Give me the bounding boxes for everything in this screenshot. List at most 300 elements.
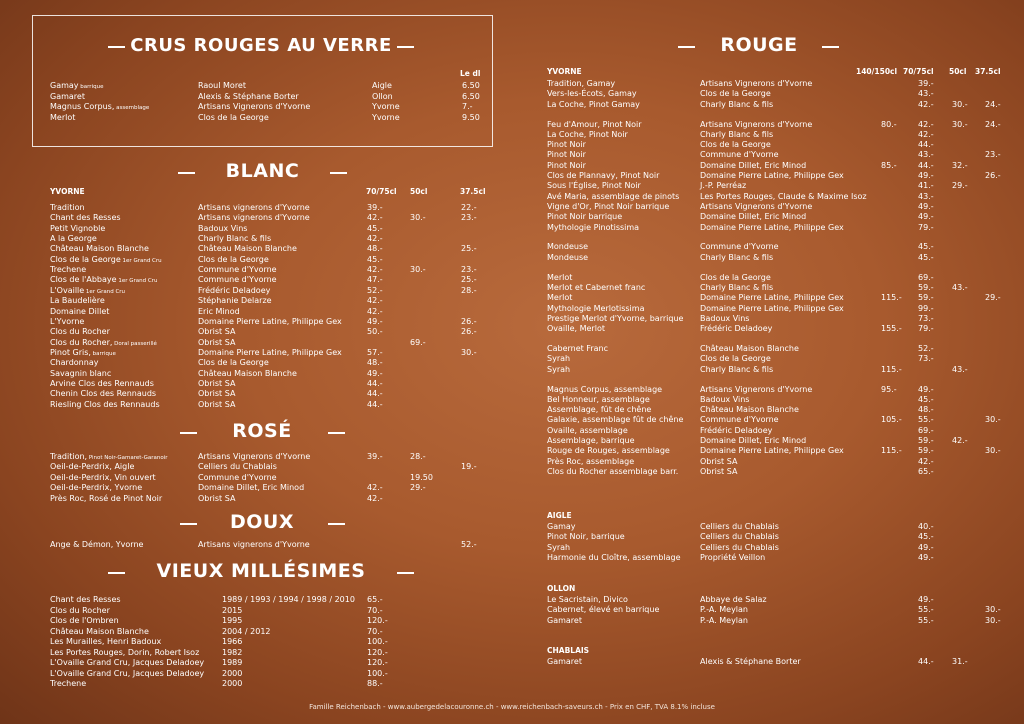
producer: Charly Blanc & fils [700,364,774,374]
price-75cl: 59.- [918,446,934,456]
producer: Artisans vignerons d'Yvorne [198,213,310,223]
wine-name: Mythologie Merlotissima [547,303,645,313]
producer: Obrist SA [198,337,236,347]
wine-name: Mythologie Pinotissima [547,222,640,232]
wine-name [50,81,103,92]
wine-name: Rouge de Rouges, assemblage [547,446,670,456]
price: 100.- [367,668,388,678]
producer: Obrist SA [198,378,236,388]
price-50cl: 29.- [952,181,968,191]
wine-name [50,102,149,113]
wine-name: Galaxie, assemblage fût de chêne [547,415,684,425]
price-50cl: 43.- [952,364,968,374]
price-70cl: 42.- [367,234,383,244]
price-75cl: 49.- [918,552,934,562]
price-150cl: 95.- [881,384,897,394]
doux-title: DOUX [229,511,294,533]
price-50cl: 19.50 [410,472,433,482]
price-150cl: 155.- [881,324,902,334]
price-37cl: 30.- [985,415,1001,425]
wine-name [50,348,116,359]
price-75cl: 43.- [918,150,934,160]
wine-name-text: Magnus Corpus, [50,102,115,111]
vintage: 2000 [222,668,243,678]
vintage: 1995 [222,616,243,625]
wine-name-text: Tradition, [50,452,88,461]
price-75cl: 69.- [918,272,934,282]
wine-name [50,224,105,234]
wine-name [50,234,97,244]
wine-name-text: Clos de la George [50,254,121,264]
price-37cl: 28.- [461,285,477,295]
blanc-col-3: 37.5cl [460,187,486,196]
wine-name: Feu d'Amour, Pinot Noir [547,119,642,129]
producer: Frédéric Deladoey [198,285,271,295]
wine-name: Clos du Rocher assemblage barr. [547,466,679,476]
price-75cl: 45.- [918,532,934,542]
wine-name [50,296,105,306]
price-75cl: 44.- [918,160,934,170]
producer: Obrist SA [700,466,738,476]
title-dash [108,46,125,48]
producer: Les Portes Rouges, Claude & Maxime Isoz [700,191,867,201]
wine-name [50,92,85,102]
wine-name-text: Chenin Clos des Rennauds [50,389,157,399]
wine-name-text: L'Ovaille [50,285,85,295]
wine-name-text: Clos du Rocher, [50,337,113,347]
producer: Abbaye de Salaz [700,595,767,604]
price-75cl: 41.- [918,181,934,191]
producer: Charly Blanc & fils [198,234,272,244]
price-50cl: 29.- [410,483,426,493]
crus-title: CRUS ROUGES AU VERRE [130,35,392,56]
price-150cl: 115.- [881,293,902,303]
price-70cl: 42.- [367,483,383,493]
price-37cl: 23.- [461,265,477,275]
wine-name: Les Portes Rouges, Dorin, Robert Isoz [50,647,200,657]
wine-name: Les Murailles, Henri Badoux [50,637,162,646]
producer: Domaine Pierre Latine, Philippe Gex [198,347,342,357]
wine-name-text: Pinot Gris, [50,347,91,357]
rouge-title: ROUGE [720,34,798,56]
price-70cl: 48.- [367,244,383,254]
price-75cl: 73.- [918,354,934,364]
producer: Alexis & Stéphane Borter [700,657,801,666]
price-70cl: 45.- [367,223,383,233]
producer: Clos de la George [198,254,269,264]
price-70cl: 44.- [367,378,383,388]
wine-name: Harmonie du Cloître, assemblage [547,552,681,562]
vintage: 1989 / 1993 / 1994 / 1998 / 2010 [222,595,355,604]
price-75cl: 55.- [918,605,934,615]
price-37cl: 30.- [985,446,1001,456]
price-50cl: 28.- [410,452,426,461]
wine-name: Syrah [547,364,571,374]
wine-name: Mondeuse [547,252,589,262]
wine-name: La Coche, Pinot Gamay [547,99,640,109]
wine-name-text: Chardonnay [50,358,99,368]
wine-name: L'Ovaille Grand Cru, Jacques Deladoey [50,658,205,667]
price-37cl: 26.- [985,171,1001,180]
rouge-col-2: 50cl [949,67,967,76]
vintage: 1982 [222,647,243,657]
producer: Celliers du Chablais [700,542,779,552]
price-70cl: 42.- [367,493,383,503]
wine-name-note: 1er Grand Cru [120,257,162,264]
wine-name-text: Château Maison Blanche [50,244,149,254]
producer: Château Maison Blanche [700,405,799,415]
title-dash [397,46,414,48]
price-50cl: 32.- [952,160,968,170]
wine-name: Ovaille, Merlot [547,324,605,334]
title-dash [678,46,695,48]
price-50cl: 30.- [410,265,426,275]
producer: Domaine Pierre Latine, Philippe Gex [700,171,844,180]
price-75cl: 69.- [918,425,934,435]
price-70cl: 44.- [367,399,383,409]
wine-name: Pinot Noir [547,150,586,160]
price-75cl: 39.- [918,79,934,88]
producer: Commune d'Yvorne [700,150,779,160]
producer: Commune d'Yvorne [700,242,779,252]
wine-name: Gamaret [547,657,582,666]
wine-name-note: 1er Grand Cru [116,278,158,285]
rouge-region-aigle: AIGLE [547,511,572,520]
price-50cl: 31.- [952,657,968,666]
wine-name [50,307,109,317]
title-dash [180,432,197,434]
producer: Château Maison Blanche [198,244,297,254]
price-75cl: 45.- [918,252,934,262]
wine-name: Pinot Noir barrique [547,212,623,222]
price-75cl: 49.- [918,201,934,211]
price-37cl: 30.- [985,615,1001,625]
price-37cl: 26.- [461,316,477,326]
producer: Commune d'Yvorne [198,275,277,285]
wine-name [50,540,143,550]
wine-name: Près Roc, assemblage [547,456,635,466]
price-70cl: 42.- [367,296,383,306]
price-70cl: 42.- [367,265,383,275]
producer: Domaine Dillet, Eric Minod [700,212,807,222]
wine-name: Ovaille, assemblage [547,425,628,435]
wine-name: Château Maison Blanche [50,626,149,636]
wine-name-note: Doral passerillé [112,340,157,347]
producer: Eric Minod [198,306,240,316]
rouge-region-yvorne: YVORNE [547,67,582,76]
producer: Château Maison Blanche [198,368,297,378]
wine-name: Pinot Noir [547,140,586,150]
wine-name [50,400,160,410]
wine-name-text: Gamay [50,81,79,90]
price-37cl: 24.- [985,119,1001,129]
wine-name [50,452,168,463]
producer: Badoux Vins [198,223,248,233]
wine-name-text: Petit Vignoble [50,223,106,233]
producer: Domaine Pierre Latine, Philippe Gex [198,316,342,326]
producer: Domaine Dillet, Eric Minod [700,160,807,170]
price-75cl: 40.- [918,522,934,531]
producer: Clos de la George [198,112,269,122]
price-75cl: 48.- [918,405,934,415]
price-75cl: 45.- [918,394,934,404]
wine-name: Vers-les-Écots, Gamay [547,89,637,99]
producer: Charly Blanc & fils [700,129,774,139]
producer: Obrist SA [198,399,236,409]
producer: Artisans Vignerons d'Yvorne [198,102,311,111]
wine-name: Cabernet Franc [547,344,608,353]
producer: Domaine Pierre Latine, Philippe Gex [700,303,844,313]
title-dash [180,523,197,525]
price-75cl: 42.- [918,456,934,466]
wine-name: Magnus Corpus, assemblage [547,384,663,394]
price-37cl: 25.- [461,275,477,285]
crus-col-header: Le dl [460,69,481,78]
wine-name-text: Ange & Démon, Yvorne [50,540,144,549]
wine-name-text: Domaine Dillet [50,306,110,316]
wine-name [50,358,98,368]
price: 120.- [367,647,388,657]
producer: Artisans Vignerons d'Yvorne [700,79,813,88]
price: 120.- [367,616,388,625]
wine-name-text: Riesling Clos des Rennauds [50,399,160,409]
producer: Charly Blanc & fils [700,252,774,262]
price-75cl: 59.- [918,282,934,292]
price-75cl: 43.- [918,89,934,99]
wine-name: Prestige Merlot d'Yvorne, barrique [547,313,684,323]
price-70cl: 50.- [367,327,383,337]
wine-name-text: Clos de l'Abbaye [50,275,117,285]
producer: Domaine Pierre Latine, Philippe Gex [700,222,844,232]
producer: Artisans Vignerons d'Yvorne [198,452,311,461]
price-37cl: 25.- [461,244,477,254]
price-37cl: 23.- [985,150,1001,160]
price-37cl: 29.- [985,293,1001,303]
wine-name-text: Oeil-de-Perdrix, Vin ouvert [50,472,156,482]
price: 6.50 [462,91,480,101]
price-37cl: 24.- [985,99,1001,109]
wine-name: Merlot et Cabernet franc [547,282,646,292]
producer: Commune d'Yvorne [198,472,277,482]
price-37cl: 30.- [985,605,1001,615]
producer: P.-A. Meylan [700,605,749,615]
price-70cl: 39.- [367,452,383,461]
price-75cl: 79.- [918,324,934,334]
title-dash [822,46,839,48]
wine-name: Mondeuse [547,242,589,252]
wine-name-text: Savagnin blanc [50,368,112,378]
price-37cl: 19.- [461,462,477,472]
price: 7.- [462,102,473,111]
place: Yvorne [372,102,400,111]
producer: Badoux Vins [700,394,750,404]
title-dash [328,432,345,434]
vintage: 2004 / 2012 [222,626,271,636]
price-75cl: 43.- [918,191,934,201]
price-37cl: 23.- [461,213,477,223]
wine-name: Pinot Noir, barrique [547,532,625,542]
wine-name [50,244,149,254]
producer: Obrist SA [198,389,236,399]
price: 88.- [367,679,383,688]
price-75cl: 55.- [918,415,934,425]
wine-name: Gamaret [547,615,582,625]
price-70cl: 49.- [367,316,383,326]
producer: Clos de la George [700,354,771,364]
price-150cl: 105.- [881,415,902,425]
wine-name [50,483,142,493]
wine-name-text: La Baudelière [50,296,105,306]
price-150cl: 115.- [881,364,902,374]
producer: Charly Blanc & fils [700,282,774,292]
wine-name [50,265,86,275]
price-50cl: 42.- [952,436,968,445]
place: Yvorne [372,112,400,122]
wine-name: Tradition, Gamay [547,79,616,88]
price-70cl: 57.- [367,347,383,357]
wine-name: Syrah [547,542,571,552]
price-50cl: 30.- [410,213,426,223]
producer: Domaine Pierre Latine, Philippe Gex [700,446,844,456]
producer: Frédéric Deladoey [700,324,773,334]
producer: Clos de la George [700,89,771,99]
wine-name: Avé Maria, assemblage de pinots [547,191,680,201]
title-dash [397,572,414,574]
producer: Obrist SA [198,327,236,337]
price-70cl: 52.- [367,285,383,295]
wine-name-note: Pinot Noir-Gamaret-Garanoir [87,455,168,461]
price-75cl: 59.- [918,293,934,303]
price-70cl: 44.- [367,389,383,399]
wine-name: Clos du Rocher [50,605,110,615]
price-50cl: 69.- [410,337,426,347]
wine-name-note: 1er Grand Cru [84,288,126,295]
wine-name-text: L'Yvorne [50,316,85,326]
wine-name-text: Oeil-de-Perdrix, Aigle [50,462,135,472]
price-75cl: 42.- [918,129,934,139]
wine-name-text: Clos du Rocher [50,327,110,337]
wine-name: La Coche, Pinot Noir [547,129,628,139]
price-75cl: 52.- [918,344,934,353]
producer: Celliers du Chablais [198,462,277,472]
producer: Commune d'Yvorne [198,265,277,275]
vintage: 1966 [222,637,243,646]
blanc-region: YVORNE [50,187,85,196]
producer: Artisans vignerons d'Yvorne [198,203,310,212]
producer: Alexis & Stéphane Borter [198,91,299,101]
price-70cl: 48.- [367,358,383,368]
blanc-col-1: 70/75cl [366,187,397,196]
wine-name: Chant des Resses [50,595,121,604]
producer: Clos de la George [198,358,269,368]
producer: Artisans vignerons d'Yvorne [198,540,310,549]
wine-name [50,369,111,379]
price: 65.- [367,595,383,604]
wine-name [50,462,134,472]
wine-name: Cabernet, élevé en barrique [547,605,660,615]
title-dash [108,572,125,574]
producer: Propriété Veillon [700,552,766,562]
producer: Artisans Vignerons d'Yvorne [700,119,813,129]
wine-name [50,473,156,483]
producer: Obrist SA [700,456,738,466]
price-75cl: 49.- [918,171,934,180]
price: 9.50 [462,112,480,122]
price-75cl: 65.- [918,466,934,476]
price-75cl: 49.- [918,384,934,394]
price-70cl: 45.- [367,254,383,264]
price-70cl: 39.- [367,203,383,212]
price-70cl: 47.- [367,275,383,285]
wine-name [50,494,162,504]
place: Aigle [372,81,392,90]
wine-name: Trechene [50,679,87,688]
wine-name: Pinot Noir [547,160,586,170]
rose-title: ROSÉ [232,420,292,442]
wine-name-text: Chant des Resses [50,213,121,223]
price-75cl: 79.- [918,222,934,232]
price-75cl: 42.- [918,99,934,109]
price-75cl: 45.- [918,242,934,252]
vieux-title: VIEUX MILLÉSIMES [156,560,366,582]
price-75cl: 49.- [918,595,934,604]
wine-name: Merlot [547,272,573,282]
producer: Artisans Vignerons d'Yvorne [700,384,813,394]
footer: Famille Reichenbach - www.aubergedelacouronne.ch - www.reichenbach-saveurs.ch - Prix en CHF, TVA 8.1% incluse [309,703,715,711]
wine-name: Vigne d'Or, Pinot Noir barrique [547,201,670,211]
wine-name-text: Gamaret [50,91,85,101]
producer: Frédéric Deladoey [700,425,773,435]
wine-name: Sous l'Église, Pinot Noir [547,181,641,191]
price-75cl: 42.- [918,119,934,129]
producer: Domaine Dillet, Eric Minod [700,436,807,445]
price: 120.- [367,658,388,667]
price-70cl: 42.- [367,213,383,223]
producer: Charly Blanc & fils [700,99,774,109]
rouge-col-3: 37.5cl [975,67,1001,76]
wine-name [50,213,121,223]
price-75cl: 99.- [918,303,934,313]
price-75cl: 44.- [918,140,934,150]
wine-name-text: Près Roc, Rosé de Pinot Noir [50,493,163,503]
producer: Domaine Pierre Latine, Philippe Gex [700,293,844,303]
wine-name-text: Arvine Clos des Rennauds [50,378,154,388]
wine-name [50,338,157,349]
producer: Celliers du Chablais [700,532,779,542]
price-50cl: 30.- [952,119,968,129]
price: 6.50 [462,81,480,90]
title-dash [178,172,195,174]
wine-name-text: A la George [50,234,97,244]
wine-name-note: barrique [90,350,116,357]
producer: Celliers du Chablais [700,522,779,531]
wine-name [50,389,156,399]
wine-name: Gamay [547,522,576,531]
vintage: 2015 [222,605,243,615]
wine-name-text: Oeil-de-Perdrix, Yvorne [50,483,143,493]
vintage: 2000 [222,679,243,688]
wine-name-note: barrique [78,84,104,90]
price-75cl: 55.- [918,615,934,625]
producer: P.-A. Meylan [700,615,749,625]
wine-name: L'Ovaille Grand Cru, Jacques Deladoey [50,668,205,678]
producer: Clos de la George [700,140,771,150]
wine-name-text: Merlot [50,112,76,122]
price-150cl: 115.- [881,446,902,456]
rouge-col-1: 70/75cl [903,67,934,76]
price-75cl: 49.- [918,542,934,552]
wine-name [50,275,157,286]
